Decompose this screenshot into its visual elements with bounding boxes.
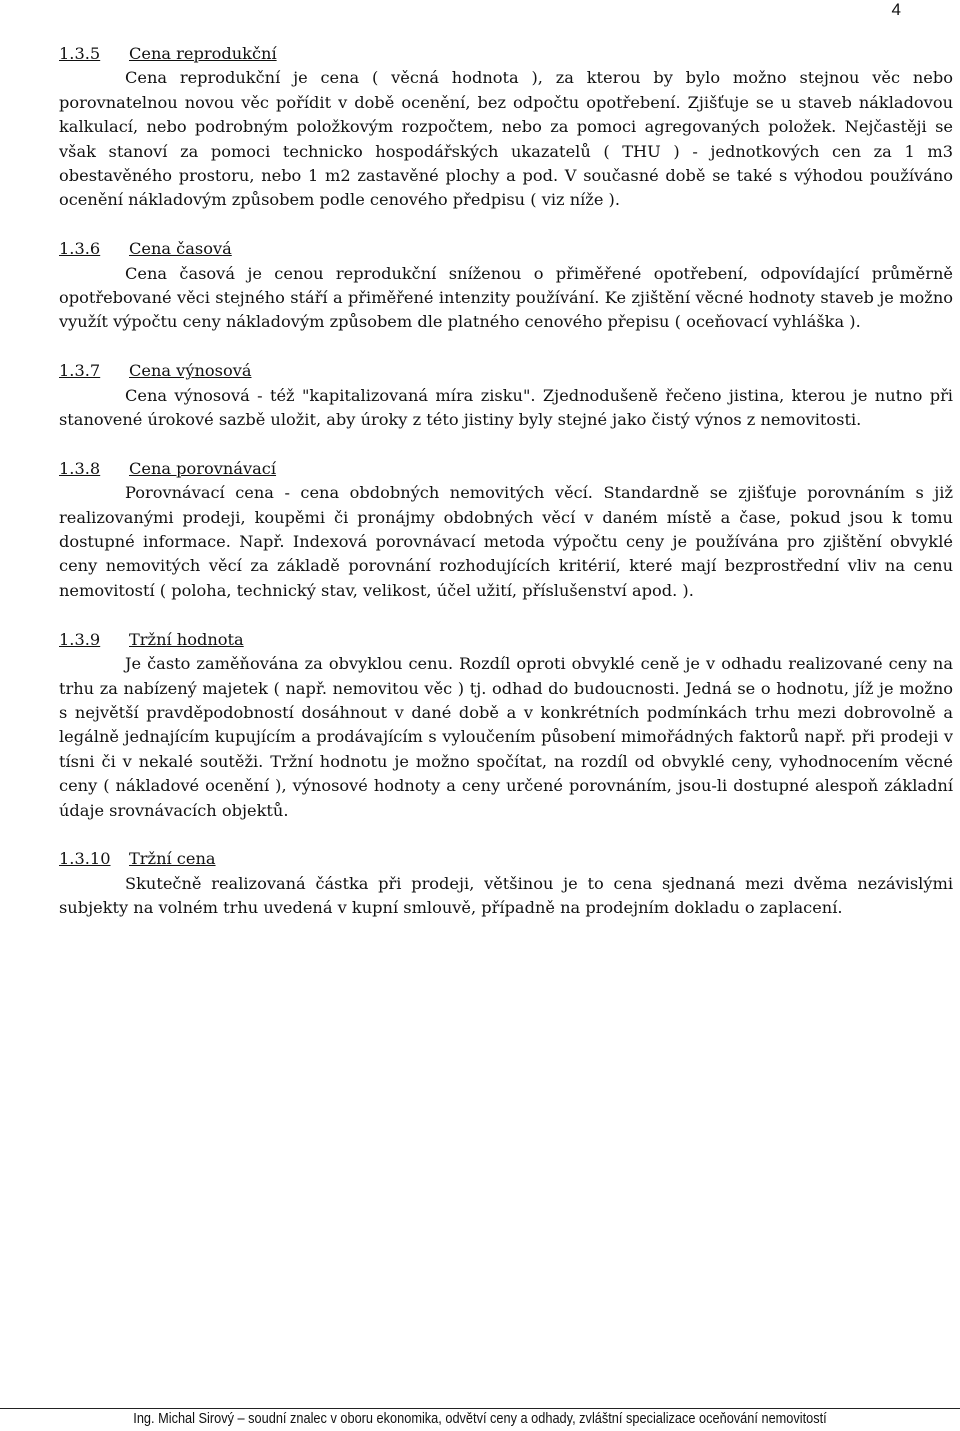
section-number: 1.3.7 [59, 361, 101, 381]
section-text: Cena reprodukční je cena ( věcná hodnota ), za kterou by bylo možno stejnou věc nebo porovnatelnou novou věc pořídit v době ocenění, bez odpočtu opotřebení. Zjišťuje se u staveb nákladovou kalkulací, nebo podrobným položkovým rozpočtem, nebo za pomoci agregovaných položek. Nejčastěji se však stanoví za pomoci technicko hospodářských ukazatelů ( THU ) - jednotkových cen za 1 m3 obestavěného prostoru, nebo 1 m2 zastavěné plochy a pod. V současné době se také s výhodou používáno ocenění nákladovým způsobem podle cenového předpisu ( viz níže ). [59, 68, 953, 210]
section-text: Porovnávací cena - cena obdobných nemovitých věcí. Standardně se zjišťuje porovnáním s již realizovanými prodeji, koupěmi či pronájmy obdobných věcí v daném místě a čase, pokud jsou k tomu dostupné informace. Např. Indexová porovnávací metoda výpočtu ceny je používána pro zjištění obvyklé ceny nemovitých věcí za základě porovnání rozhodujících kritérií, které mají bezprostřední vliv na cenu nemovitostí ( poloha, technický stav, velikost, účel užití, příslušenství apod. ). [59, 483, 953, 600]
section-title: Tržní cena [129, 849, 216, 869]
section-number: 1.3.6 [59, 239, 101, 259]
section-1-3-10 [59, 847, 953, 920]
section-title: Cena porovnávací [129, 458, 277, 478]
section-1-3-7 [59, 359, 953, 432]
section-1-3-6 [59, 237, 953, 335]
section-heading [59, 237, 953, 261]
section-number: 1.3.10 [59, 849, 111, 869]
document-body [59, 42, 953, 945]
section-heading [59, 628, 953, 652]
footer-divider [0, 1408, 960, 1409]
section-1-3-5 [59, 42, 953, 213]
section-heading [59, 359, 953, 383]
section-text: Skutečně realizovaná částka při prodeji, většinou je to cena sjednaná mezi dvěma nezávislými subjekty na volném trhu uvedená v kupní smlouvě, případně na prodejním dokladu o zaplacení. [59, 873, 953, 918]
section-text: Cena výnosová - též "kapitalizovaná míra zisku". Zjednodušeně řečeno jistina, kterou je nutno při stanovené úrokové sazbě uložit, aby úroky z této jistiny byly stejné jako čistý výnos z nemovitosti. [59, 385, 953, 430]
section-1-3-8 [59, 457, 953, 603]
section-number: 1.3.5 [59, 44, 101, 63]
section-title: Cena časová [129, 239, 232, 259]
section-heading [59, 457, 953, 481]
section-heading [59, 42, 953, 66]
section-heading [59, 847, 953, 871]
section-title: Cena výnosová [129, 361, 252, 381]
section-text: Je často zaměňována za obvyklou cenu. Rozdíl oproti obvyklé ceně je v odhadu realizované ceny na trhu za nabízený majetek ( např. nemovitou věc ) tj. odhad do budoucnosti. Jedná se o hodnotu, jíž je možno s největší pravděpodobností dosáhnout v dané době a v konkrétních podmínkách trhu mezi dobrovolně a legálně jednajícím kupujícím a prodávajícím s vyloučením působení mimořádných faktorů např. při prodeji v tísni či v nekalé soutěži. Tržní hodnotu je možno spočítat, na rozdíl od obvyklé ceny, vyhodnocením věcné ceny ( nákladové ocenění ), výnosové hodnoty a ceny určené porovnáním, jsou-li dostupné alespoň základní údaje srovnávacích objektů. [59, 654, 953, 820]
section-title: Cena reprodukční [129, 44, 277, 63]
page-number: 4 [891, 0, 901, 19]
footer-text: Ing. Michal Sirový – soudní znalec v oboru ekonomika, odvětví ceny a odhady, zvláštní specializace oceňování nemovitostí [133, 1411, 827, 1427]
section-title: Tržní hodnota [129, 629, 244, 649]
section-number: 1.3.8 [59, 458, 101, 478]
section-text: Cena časová je cenou reprodukční sníženou o přiměřené opotřebení, odpovídající průměrně opotřebované věci stejného stáří a přiměřené intenzity používání. Ke zjištění věcné hodnoty staveb je možno využít výpočtu ceny nákladovým způsobem dle platného cenového přepisu ( oceňovací vyhláška ). [59, 263, 953, 332]
section-1-3-9 [59, 628, 953, 823]
section-number: 1.3.9 [59, 629, 101, 649]
